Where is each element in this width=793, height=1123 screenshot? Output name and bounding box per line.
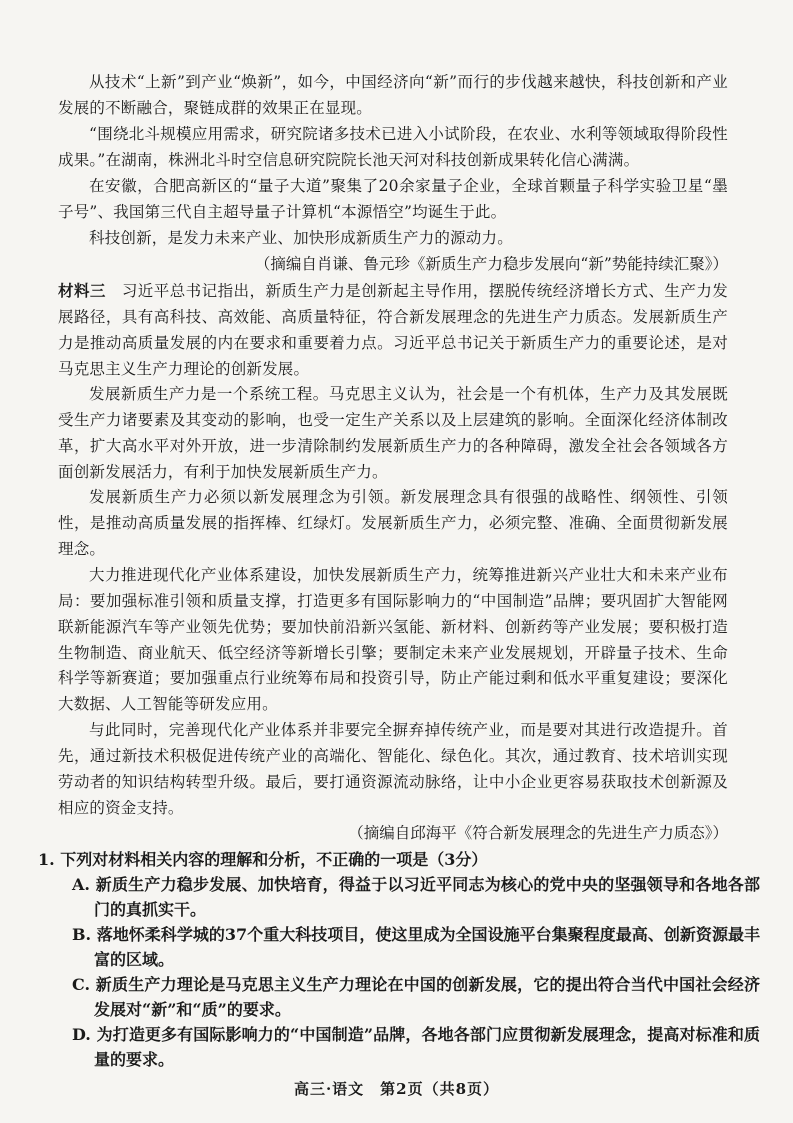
- option-b: B. 落地怀柔科学城的37个重大科技项目，使这里成为全国设施平台集聚程度最高、创新资源最丰富的区域。: [72, 925, 760, 970]
- question-stem: 1. 下列对材料相关内容的理解和分析，不正确的一项是（3分）: [38, 850, 488, 869]
- paragraph-industry-system: 大力推进现代化产业体系建设，加快发展新质生产力，统筹推进新兴产业壮大和未来产业布局：要加强标准引领和质量支撑，打造更多有国际影响力的“中国制造”品牌；要巩固扩大智能网联新能源汽车等产业领先优势；要加快前沿新兴氢能、新材料、创新药等产业发展；要积极打造生物制造、商业航天、低空经济等新增长引擎；要制定未来产业发展规划，开辟量子技术、生命科学等新赛道；要加强重点行业统筹布局和投资引导，防止产能过剩和低水平重复建设；要深化大数据、人工智能等研发应用。: [58, 566, 728, 714]
- paragraph-quantum: 在安徽，合肥高新区的“量子大道”聚集了20余家量子企业，全球首颗量子科学实验卫星“墨子号”、我国第三代自主超导量子计算机“本源悟空”均诞生于此。: [58, 177, 728, 221]
- paragraph-new-development-concept: 发展新质生产力必须以新发展理念为引领。新发展理念具有很强的战略性、纲领性、引领性，是推动高质量发展的指挥棒、红绿灯。发展新质生产力，必须完整、准确、全面贯彻新发展理念。: [58, 488, 728, 558]
- source-citation-3: （摘编自邱海平《符合新发展理念的先进生产力质态》）: [348, 824, 728, 842]
- paragraph-tech-innovation: 从技术“上新”到产业“焕新”，如今，中国经济向“新”而行的步伐越来越快，科技创新和产业发展的不断融合，聚链成群的效果正在显现。: [58, 73, 728, 117]
- source-citation-2: （摘编自肖谦、鲁元珍《新质生产力稳步发展向“新”势能持续汇聚》）: [254, 255, 728, 273]
- paragraph-beidou: “围绕北斗规模应用需求，研究院诸多技术已进入小试阶段，在农业、水利等领域取得阶段性成果。”在湖南，株洲北斗时空信息研究院院长池天河对科技创新成果转化信心满满。: [58, 125, 728, 169]
- option-a: A. 新质生产力稳步发展、加快培育，得益于以习近平同志为核心的党中央的坚强领导和各地各部门的真抓实干。: [72, 875, 760, 920]
- material-3-label: 材料三: [58, 281, 106, 300]
- paragraph-traditional-industry: 与此同时，完善现代化产业体系并非要完全摒弃掉传统产业，而是要对其进行改造提升。首先，通过新技术积极促进传统产业的高端化、智能化、绿色化。其次，通过教育、技术培训实现劳动者的知识结构转型升级。最后，要打通资源流动脉络，让中小企业更容易获取技术创新源及相应的资金支持。: [58, 721, 728, 817]
- page-footer: 高三·语文 第2页（共8页）: [293, 1080, 500, 1098]
- material-3-paragraph: [58, 278, 728, 382]
- paragraph-system-engineering: 发展新质生产力是一个系统工程。马克思主义认为，社会是一个有机体，生产力及其发展既受生产力诸要素及其变动的影响，也受一定生产关系以及上层建筑的影响。全面深化经济体制改革，扩大高水平对外开放，进一步清除制约发展新质生产力的各种障碍，激发全社会各领域各方面创新发展活力，有利于加快发展新质生产力。: [58, 385, 728, 481]
- material-3-text: 习近平总书记指出，新质生产力是创新起主导作用，摆脱传统经济增长方式、生产力发展路径，具有高科技、高效能、高质量特征，符合新发展理念的先进生产力质态。发展新质生产力是推动高质量发展的内在要求和重要着力点。习近平总书记关于新质生产力的重要论述，是对马克思主义生产力理论的创新发展。: [58, 282, 728, 378]
- option-d: D. 为打造更多有国际影响力的“中国制造”品牌，各地各部门应贯彻新发展理念，提高对标准和质量的要求。: [72, 1025, 760, 1070]
- option-c: C. 新质生产力理论是马克思主义生产力理论在中国的创新发展，它的提出符合当代中国社会经济发展对“新”和“质”的要求。: [72, 975, 760, 1020]
- paragraph-source-power: 科技创新，是发力未来产业、加快形成新质生产力的源动力。: [89, 229, 513, 247]
